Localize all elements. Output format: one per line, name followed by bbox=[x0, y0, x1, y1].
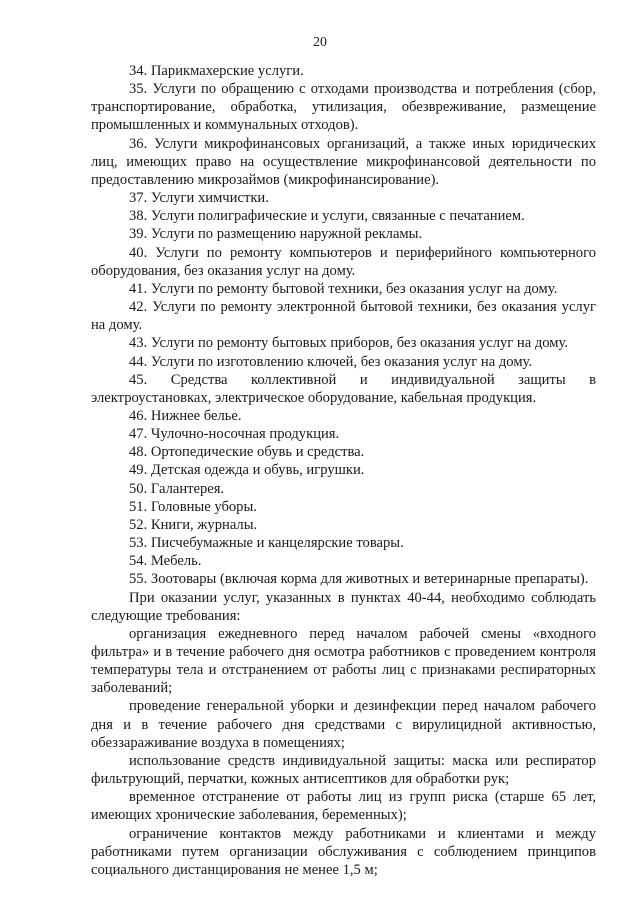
requirement-general-cleaning: проведение генеральной уборки и дезинфекции перед началом рабочего дня и в течение рабочего дня средствами с вирулицидной активностью, обеззараживание воздуха в помещениях; bbox=[91, 698, 596, 751]
requirement-protective-equipment: использование средств индивидуальной защиты: маска или респиратор фильтрующий, перчатки, кожных антисептиков для обработки рук; bbox=[91, 752, 596, 788]
list-item-38: 38. Услуги полиграфические и услуги, связанные с печатанием. bbox=[129, 208, 525, 225]
list-item-44: 44. Услуги по изготовлению ключей, без оказания услуг на дому. bbox=[129, 353, 533, 370]
requirement-social-distancing: ограничение контактов между работниками и клиентами и между работниками путем организации обслуживания с соблюдением принципов социального дистанцирования не менее 1,5 м; bbox=[91, 825, 596, 878]
list-item-51: 51. Головные уборы. bbox=[129, 498, 257, 515]
list-item-40: 40. Услуги по ремонту компьютеров и периферийного компьютерного оборудования, без оказания услуг на дому. bbox=[91, 244, 596, 279]
list-item-45: 45. Средства коллективной и индивидуальной защиты в электроустановках, электрическое оборудование, кабельная продукция. bbox=[91, 371, 596, 406]
list-item-42: 42. Услуги по ремонту электронной бытовой техники, без оказания услуг на дому. bbox=[91, 299, 596, 334]
list-item-43: 43. Услуги по ремонту бытовых приборов, без оказания услуг на дому. bbox=[129, 335, 569, 352]
list-item-39: 39. Услуги по размещению наружной рекламы. bbox=[129, 226, 423, 243]
list-item-54: 54. Мебель. bbox=[129, 553, 202, 570]
list-item-48: 48. Ортопедические обувь и средства. bbox=[129, 444, 365, 461]
list-item-49: 49. Детская одежда и обувь, игрушки. bbox=[129, 462, 365, 479]
list-item-53: 53. Писчебумажные и канцелярские товары. bbox=[129, 535, 404, 552]
list-item-41: 41. Услуги по ремонту бытовой техники, без оказания услуг на дому. bbox=[129, 280, 558, 297]
list-item-36: 36. Услуги микрофинансовых организаций, а также иных юридических лиц, имеющих право на осуществление микрофинансовой деятельности по предоставлению микрозаймов (микрофинансирование). bbox=[91, 135, 596, 188]
list-item-37: 37. Услуги химчистки. bbox=[129, 190, 269, 207]
list-item-35: 35. Услуги по обращению с отходами производства и потребления (сбор, транспортирование, обработка, утилизация, обезвреживание, размещение промышленных и коммунальных отходов). bbox=[91, 81, 596, 134]
list-item-46: 46. Нижнее белье. bbox=[129, 407, 242, 424]
requirements-intro: При оказании услуг, указанных в пунктах 40-44, необходимо соблюдать следующие требования: bbox=[91, 589, 596, 624]
document-body bbox=[91, 62, 596, 879]
list-item-34: 34. Парикмахерские услуги. bbox=[129, 63, 304, 79]
list-item-52: 52. Книги, журналы. bbox=[129, 516, 258, 533]
requirement-risk-group-removal: временное отстранение от работы лиц из групп риска (старше 65 лет, имеющих хронические заболевания, беременных); bbox=[91, 789, 596, 824]
list-item-55: 55. Зоотовары (включая корма для животных и ветеринарные препараты). bbox=[129, 571, 589, 588]
list-item-50: 50. Галантерея. bbox=[129, 480, 225, 497]
requirement-entry-filter: организация ежедневного перед началом рабочей смены «входного фильтра» и в течение рабочего дня осмотра работников с проведением контроля температуры тела и отстранением от работы лиц с признаками респираторных заболеваний; bbox=[91, 625, 596, 697]
page-number: 20 bbox=[313, 35, 327, 50]
list-item-47: 47. Чулочно-носочная продукция. bbox=[129, 426, 340, 443]
